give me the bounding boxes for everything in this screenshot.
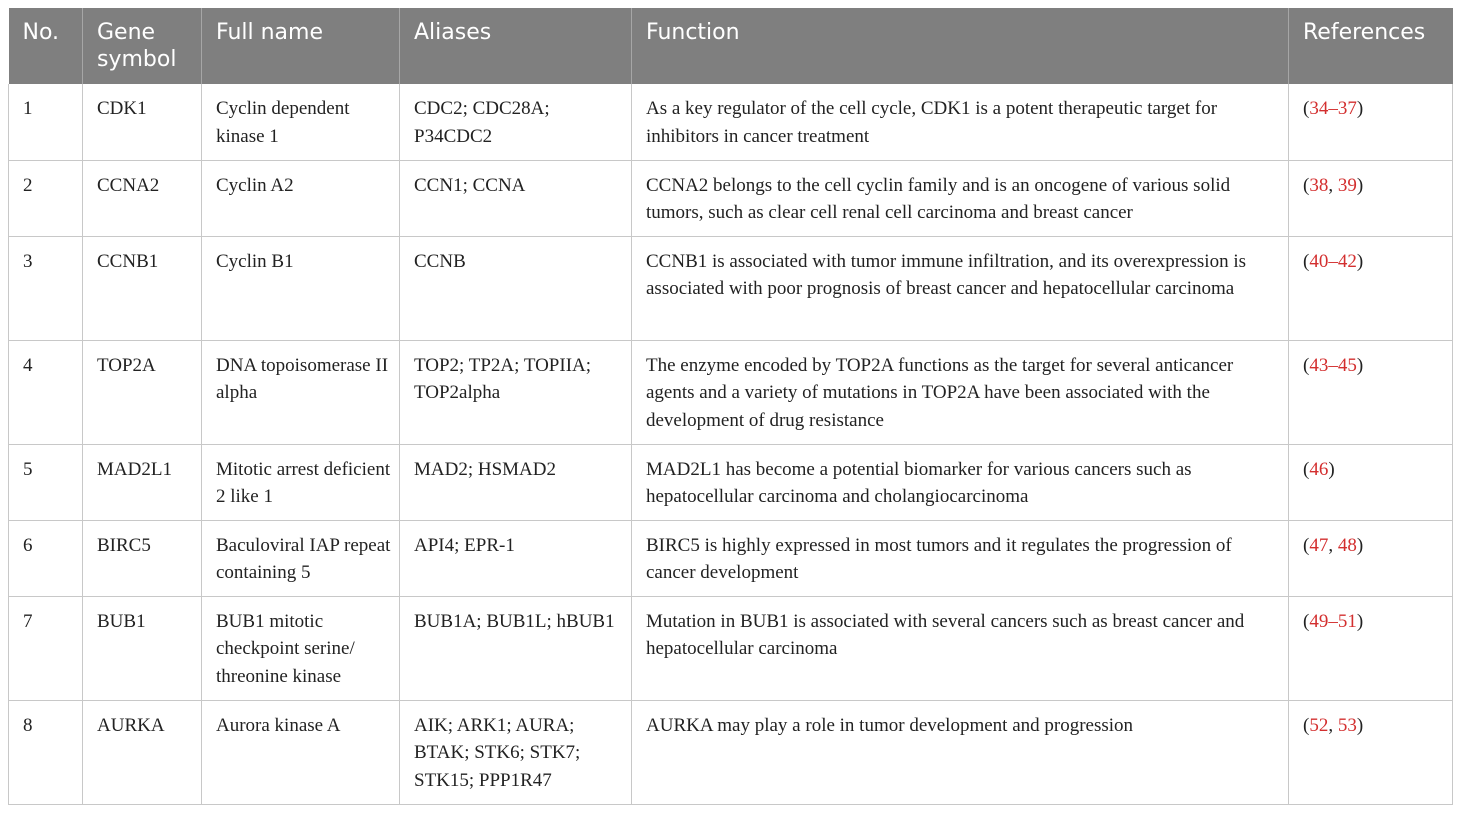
cell-references: (34–37) xyxy=(1289,84,1453,160)
cell-function: CCNA2 belongs to the cell cyclin family and is an oncogene of various solid tumors, such as clear cell renal cell carcinoma and breast cancer xyxy=(632,160,1289,236)
reference-link[interactable]: 40–42 xyxy=(1309,250,1357,272)
table-row xyxy=(9,520,1453,596)
header-full-name: Full name xyxy=(202,8,400,84)
cell-no: 4 xyxy=(9,340,83,444)
table-row xyxy=(9,160,1453,236)
cell-gene-symbol: BIRC5 xyxy=(83,520,202,596)
table-row xyxy=(9,596,1453,700)
reference-link[interactable]: 49–51 xyxy=(1309,610,1357,632)
reference-link[interactable]: 52 xyxy=(1309,714,1329,736)
cell-full-name: Cyclin dependent kinase 1 xyxy=(202,84,400,160)
cell-aliases: TOP2; TP2A; TOPIIA; TOP2alpha xyxy=(400,340,632,444)
cell-full-name: Cyclin A2 xyxy=(202,160,400,236)
cell-gene-symbol: CCNB1 xyxy=(83,236,202,340)
cell-full-name: Baculoviral IAP repeat containing 5 xyxy=(202,520,400,596)
header-no: No. xyxy=(9,8,83,84)
cell-references: (52, 53) xyxy=(1289,700,1453,804)
reference-link[interactable]: 39 xyxy=(1337,174,1357,196)
cell-gene-symbol: CDK1 xyxy=(83,84,202,160)
cell-gene-symbol: TOP2A xyxy=(83,340,202,444)
cell-function: The enzyme encoded by TOP2A functions as the target for several anticancer agents and a variety of mutations in TOP2A have been associated with the development of drug resistance xyxy=(632,340,1289,444)
cell-full-name: BUB1 mitotic checkpoint serine/ threonine kinase xyxy=(202,596,400,700)
table-row xyxy=(9,700,1453,804)
cell-aliases: API4; EPR-1 xyxy=(400,520,632,596)
reference-link[interactable]: 53 xyxy=(1337,714,1357,736)
cell-no: 1 xyxy=(9,84,83,160)
cell-function: As a key regulator of the cell cycle, CDK1 is a potent therapeutic target for inhibitors in cancer treatment xyxy=(632,84,1289,160)
cell-no: 2 xyxy=(9,160,83,236)
cell-full-name: Aurora kinase A xyxy=(202,700,400,804)
table-header-row xyxy=(9,8,1453,84)
cell-function: AURKA may play a role in tumor development and progression xyxy=(632,700,1289,804)
reference-link[interactable]: 46 xyxy=(1309,458,1329,480)
cell-references: (47, 48) xyxy=(1289,520,1453,596)
cell-aliases: CDC2; CDC28A; P34CDC2 xyxy=(400,84,632,160)
cell-gene-symbol: CCNA2 xyxy=(83,160,202,236)
cell-aliases: CCNB xyxy=(400,236,632,340)
cell-function: CCNB1 is associated with tumor immune infiltration, and its overexpression is associated with poor prognosis of breast cancer and hepatocellular carcinoma xyxy=(632,236,1289,340)
header-references: References xyxy=(1289,8,1453,84)
gene-table xyxy=(8,8,1453,805)
cell-no: 7 xyxy=(9,596,83,700)
reference-link[interactable]: 43–45 xyxy=(1309,354,1357,376)
cell-no: 8 xyxy=(9,700,83,804)
cell-aliases: CCN1; CCNA xyxy=(400,160,632,236)
cell-full-name: Mitotic arrest deficient 2 like 1 xyxy=(202,444,400,520)
cell-function: BIRC5 is highly expressed in most tumors and it regulates the progression of cancer development xyxy=(632,520,1289,596)
cell-no: 3 xyxy=(9,236,83,340)
cell-references: (43–45) xyxy=(1289,340,1453,444)
cell-function: MAD2L1 has become a potential biomarker for various cancers such as hepatocellular carcinoma and cholangiocarcinoma xyxy=(632,444,1289,520)
cell-aliases: AIK; ARK1; AURA; BTAK; STK6; STK7; STK15; PPP1R47 xyxy=(400,700,632,804)
cell-gene-symbol: MAD2L1 xyxy=(83,444,202,520)
table-row xyxy=(9,84,1453,160)
table-row xyxy=(9,236,1453,340)
cell-aliases: BUB1A; BUB1L; hBUB1 xyxy=(400,596,632,700)
cell-full-name: DNA topoisomerase II alpha xyxy=(202,340,400,444)
cell-full-name: Cyclin B1 xyxy=(202,236,400,340)
reference-link[interactable]: 34–37 xyxy=(1309,98,1357,119)
cell-no: 5 xyxy=(9,444,83,520)
cell-aliases: MAD2; HSMAD2 xyxy=(400,444,632,520)
reference-link[interactable]: 48 xyxy=(1337,534,1357,556)
cell-references: (40–42) xyxy=(1289,236,1453,340)
header-gene-symbol: Gene symbol xyxy=(83,8,202,84)
table-row xyxy=(9,444,1453,520)
cell-references: (46) xyxy=(1289,444,1453,520)
cell-gene-symbol: BUB1 xyxy=(83,596,202,700)
table-row xyxy=(9,340,1453,444)
reference-link[interactable]: 47 xyxy=(1309,534,1329,556)
cell-references: (49–51) xyxy=(1289,596,1453,700)
cell-no: 6 xyxy=(9,520,83,596)
header-aliases: Aliases xyxy=(400,8,632,84)
cell-gene-symbol: AURKA xyxy=(83,700,202,804)
header-function: Function xyxy=(632,8,1289,84)
cell-references: (38, 39) xyxy=(1289,160,1453,236)
reference-link[interactable]: 38 xyxy=(1309,174,1329,196)
cell-function: Mutation in BUB1 is associated with several cancers such as breast cancer and hepatocellular carcinoma xyxy=(632,596,1289,700)
